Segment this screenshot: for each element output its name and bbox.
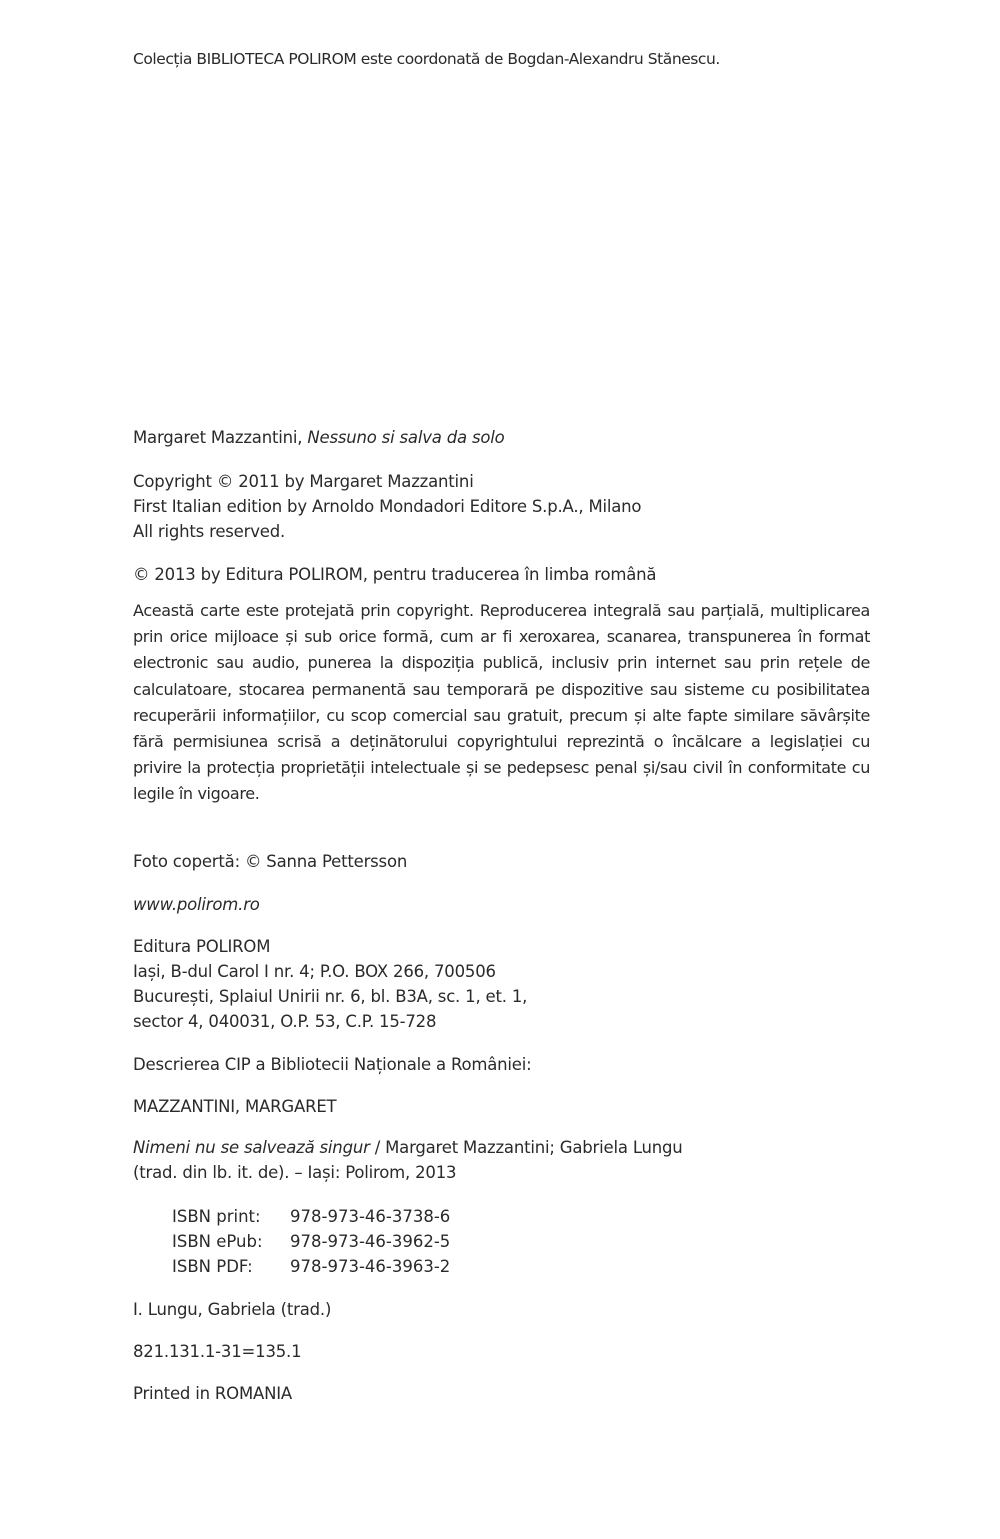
original-title: Nessuno si salva da solo [307,428,505,447]
copyright-line: Copyright © 2011 by Margaret Mazzantini [133,472,474,491]
first-edition-line: First Italian edition by Arnoldo Mondadori Editore S.p.A., Milano [133,497,642,516]
website-link[interactable]: www.polirom.ro [133,895,260,914]
cip-heading: Descrierea CIP a Bibliotecii Naționale a României: [133,1055,532,1074]
translation-copyright: © 2013 by Editura POLIROM, pentru traducerea în limba română [133,565,657,584]
isbn-label: ISBN print: [172,1207,261,1226]
cover-photo-credit: Foto copertă: © Sanna Pettersson [133,852,408,871]
classification-code: 821.131.1-31=135.1 [133,1342,302,1361]
original-title-line [133,428,505,447]
isbn-label: ISBN PDF: [172,1257,253,1276]
rights-line: All rights reserved. [133,522,286,541]
isbn-print [172,1207,450,1226]
publisher-name: Editura POLIROM [133,937,271,956]
original-author: Margaret Mazzantini, [133,428,308,447]
isbn-label: ISBN ePub: [172,1232,263,1251]
cip-title-line [133,1138,683,1157]
publisher-address-sector: sector 4, 040031, O.P. 53, C.P. 15-728 [133,1012,437,1031]
cip-author: MAZZANTINI, MARGARET [133,1097,337,1116]
publisher-address-iasi: Iași, B-dul Carol I nr. 4; P.O. BOX 266, 700506 [133,962,496,981]
cip-line2: (trad. din lb. it. de). – Iași: Polirom, 2013 [133,1163,457,1182]
isbn-value: 978-973-46-3738-6 [290,1207,451,1226]
printed-in: Printed in ROMANIA [133,1384,292,1403]
isbn-epub [172,1232,450,1251]
publisher-address-bucuresti: București, Splaiul Unirii nr. 6, bl. B3A, sc. 1, et. 1, [133,987,528,1006]
series-note: Colecția BIBLIOTECA POLIROM este coordonată de Bogdan-Alexandru Stănescu. [133,50,720,68]
cip-title-rest: / Margaret Mazzantini; Gabriela Lungu [369,1138,683,1157]
translator-line: I. Lungu, Gabriela (trad.) [133,1300,332,1319]
legal-notice: Această carte este protejată prin copyright. Reproducerea integrală sau parțială, multiplicarea prin orice mijloace și sub orice formă, cum ar fi xeroxarea, scanarea, transpunerea în format electronic sau audio, punerea la dispoziția publică, inclusiv prin internet sau prin rețele de calculatoare, stocarea permanentă sau temporară pe dispozitive sau sisteme cu posibilitatea recuperării informațiilor, cu scop comercial sau gratuit, precum și alte fapte similare săvârșite fără permisiunea scrisă a deținătorului copyrightului reprezintă o încălcare a legislației cu privire la protecția proprietății intelectuale și se pedepsesc penal și/sau civil în conformitate cu legile în vigoare. [133,601,870,804]
isbn-pdf [172,1257,450,1276]
isbn-value: 978-973-46-3962-5 [290,1232,451,1251]
cip-title: Nimeni nu se salvează singur [133,1138,370,1157]
isbn-value: 978-973-46-3963-2 [290,1257,451,1276]
